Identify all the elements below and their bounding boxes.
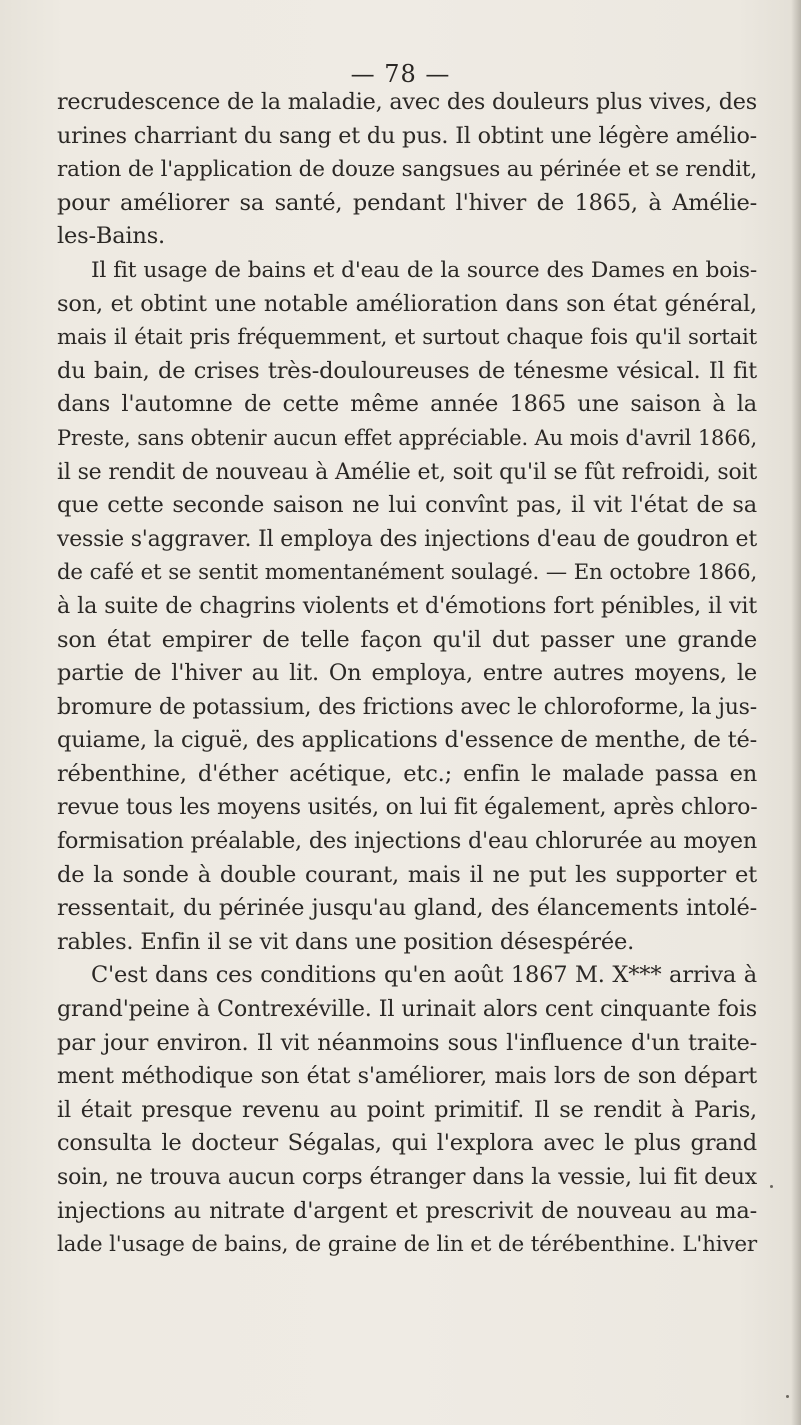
text-line: de la sonde à double courant, mais il ne put les supporter et — [57, 861, 757, 888]
text-line: grand'peine à Contrexéville. Il urinait alors cent cinquante fois — [57, 996, 757, 1023]
text-line: formisation préalable, des injections d'eau chlorurée au moyen — [57, 828, 757, 855]
text-line: ment méthodique son état s'améliorer, mais lors de son départ — [57, 1063, 757, 1090]
text-line: injections au nitrate d'argent et prescrivit de nouveau au ma- — [57, 1197, 757, 1224]
text-line: lade l'usage de bains, de graine de lin et de térébenthine. L'hiver — [57, 1232, 757, 1258]
text-line: dans l'automne de cette même année 1865 une saison à la — [57, 391, 757, 418]
text-line: urines charriant du sang et du pus. Il obtint une légère amélio- — [57, 122, 757, 149]
text-line: rables. Enfin il se vit dans une position désespérée. — [57, 928, 635, 955]
text-line: pour améliorer sa santé, pendant l'hiver de 1865, à Amélie- — [57, 189, 757, 216]
text-line: rébenthine, d'éther acétique, etc.; enfin le malade passa en — [57, 760, 757, 787]
text-line: il était presque revenu au point primitif. Il se rendit à Paris, — [57, 1096, 757, 1123]
page-edge-shadow — [791, 0, 801, 1425]
text-line: de café et se sentit momentanément soulagé. — En octobre 1866, — [57, 560, 757, 586]
text-line: consulta le docteur Ségalas, qui l'explora avec le plus grand — [57, 1130, 757, 1157]
text-line: à la suite de chagrins violents et d'émotions fort pénibles, il vit — [57, 592, 757, 619]
text-line: recrudescence de la maladie, avec des douleurs plus vives, des — [57, 89, 757, 115]
text-line: ressentait, du périnée jusqu'au gland, des élancements intolé- — [57, 895, 757, 922]
text-line: ration de l'application de douze sangsues au périnée et se rendit, — [57, 157, 757, 183]
text-line: son, et obtint une notable amélioration dans son état général, — [57, 290, 757, 317]
text-line: du bain, de crises très-douloureuses de ténesme vésical. Il fit — [57, 357, 757, 384]
text-line: bromure de potassium, des frictions avec le chloroforme, la jus- — [57, 694, 757, 720]
text-line: vessie s'aggraver. Il employa des injections d'eau de goudron et — [57, 526, 757, 552]
text-line: Preste, sans obtenir aucun effet appréciable. Au mois d'avril 1866, — [57, 425, 757, 450]
text-line: les-Bains. — [57, 223, 165, 250]
text-line: revue tous les moyens usités, on lui fit également, après chloro- — [57, 795, 758, 821]
text-line: C'est dans ces conditions qu'en août 1867 M. X*** arriva à — [91, 962, 757, 989]
text-line: que cette seconde saison ne lui convînt pas, il vit l'état de sa — [57, 492, 757, 519]
paper-fleck — [770, 1185, 773, 1188]
text-line: son état empirer de telle façon qu'il dut passer une grande — [57, 626, 757, 653]
text-line: il se rendit de nouveau à Amélie et, soit qu'il se fût refroidi, soit — [57, 459, 757, 485]
text-line: soin, ne trouva aucun corps étranger dans la vessie, lui fit deux — [57, 1165, 757, 1190]
text-line: mais il était pris fréquemment, et surtout chaque fois qu'il sortait — [57, 325, 757, 351]
paper-fleck — [786, 1395, 789, 1398]
text-line: par jour environ. Il vit néanmoins sous l'influence d'un traite- — [57, 1029, 757, 1056]
page-number: — 78 — — [350, 60, 451, 88]
text-line: quiame, la ciguë, des applications d'essence de menthe, de té- — [57, 727, 758, 754]
text-line: partie de l'hiver au lit. On employa, entre autres moyens, le — [57, 660, 757, 687]
text-line: Il fit usage de bains et d'eau de la source des Dames en bois- — [91, 257, 757, 283]
body-text — [57, 86, 757, 1262]
